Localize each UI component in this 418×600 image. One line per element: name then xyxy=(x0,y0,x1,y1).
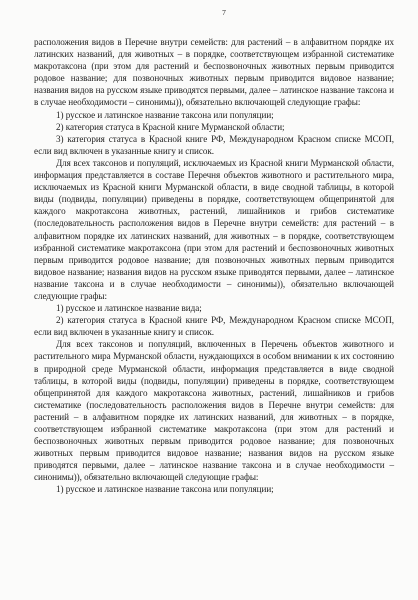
list-item: 3) категория статуса в Красной книге РФ, Международном Красном списке МСОП, если вид включен в указанные книгу и список. xyxy=(34,133,394,156)
list-item: 1) русское и латинское название таксона или популяции; xyxy=(56,484,274,495)
document-body xyxy=(34,36,394,496)
paragraph: Для всех таксонов и популяций, включенных в Перечень объектов животного и растительного мира Мурманской области, нуждающихся в особом внимании к их состоянию в природной среде Мурманской области, информация представляется в виде сводной таблицы, в которой виды (подвиды, популяции) приведены в порядке, соответствующем общепринятой для каждого макротаксона животных, растений, лишайников и грибов систематике (последовательность расположения видов в Перечне внутри семейств: для растений – в алфавитном порядке их латинских названий, для животных – в порядке, соответствующем избранной систематике макротаксона (при этом для растений и беспозвоночных животных первым приводится родовое название; для позвоночных животных первым приводится видовое название; названия видов на русском языке приводятся первыми, далее – латинское название таксона и в случае необходимости – синонимы)), обязательно включающей следующие графы: xyxy=(34,339,394,483)
list-item: 2) категория статуса в Красной книге Мурманской области; xyxy=(56,121,285,132)
paragraph-continuation: расположения видов в Перечне внутри семейств: для растений – в алфавитном порядке их латинских названий, для животных – в порядке, соответствующем избранной систематике макротаксона (при этом для растений и беспозвоночных животных первым приводится родовое название; для позвоночных животных первым приводится видовое название; названия видов на русском языке приводятся первыми, далее – латинское название таксона и в случае необходимости – синонимы)), обязательно включающей следующие графы: xyxy=(34,37,394,108)
list-item: 1) русское и латинское название таксона или популяции; xyxy=(56,109,274,120)
list-item: 1) русское и латинское название вида; xyxy=(56,303,202,314)
list-item: 2) категория статуса в Красной книге РФ, Международном Красном списке МСОП, если вид включен в указанные книгу и список. xyxy=(34,315,394,338)
paragraph: Для всех таксонов и популяций, исключаемых из Красной книги Мурманской области, информация представляется в составе Перечня объектов животного и растительного мира, исключаемых из Красной книги Мурманской области, в виде сводной таблицы, в которой виды (подвиды, популяции) приведены в порядке, соответствующем общепринятой для каждого макротаксона животных, растений, лишайников и грибов систематике (последовательность расположения видов в Перечне внутри семейств: для растений – в алфавитном порядке их латинских названий, для животных – в порядке, соответствующем избранной систематике макротаксона (при этом для растений и беспозвоночных животных первым приводится родовое название; для позвоночных животных первым приводится видовое название; названия видов на русском языке приводятся первыми, далее – латинское название таксона и в случае необходимости – синонимы)), обязательно включающей следующие графы: xyxy=(34,157,394,301)
page-number: 7 xyxy=(222,8,226,17)
